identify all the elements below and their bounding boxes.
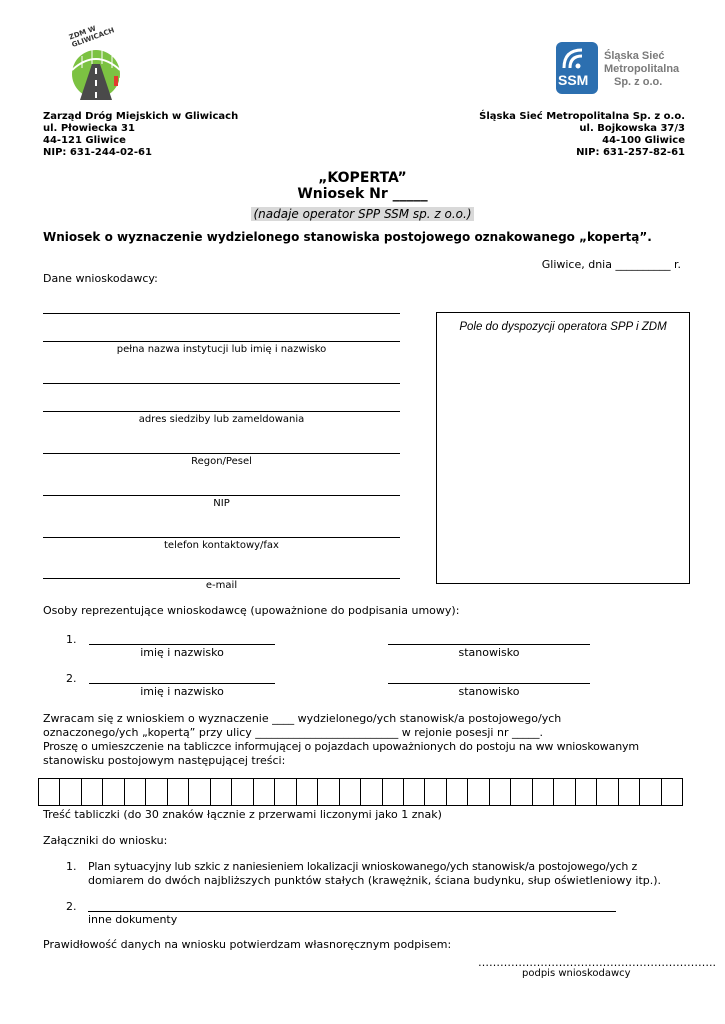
header-left-line-4: NIP: 631-244-02-61 [43, 147, 152, 158]
plate-char-cell[interactable] [232, 779, 253, 805]
plate-char-cell[interactable] [103, 779, 124, 805]
representative-2-position-caption: stanowisko [458, 685, 520, 698]
header-right-address [479, 111, 685, 159]
ssm-name-line-2: Metropolitalna [604, 63, 680, 75]
header-left-line-2: ul. Płowiecka 31 [43, 123, 135, 134]
applicant-address-line-2[interactable] [43, 411, 400, 412]
plate-char-cell[interactable] [533, 779, 554, 805]
plate-text-grid[interactable] [38, 778, 683, 806]
date-line: Gliwice, dnia __________ r. [541, 258, 681, 271]
header-right-line-2: ul. Bojkowska 37/3 [579, 123, 685, 134]
plate-char-cell[interactable] [554, 779, 575, 805]
plate-char-cell[interactable] [468, 779, 489, 805]
representative-num-1: 1. [66, 633, 77, 646]
header-left-address [43, 111, 238, 159]
ssm-logo-name [604, 50, 679, 89]
ssm-logo-text: SSM [558, 72, 589, 88]
title-note-wrapper [0, 203, 725, 222]
request-line-2: oznaczonego/ych „kopertą” przy ulicy __________________________ w rejonie posesji nr _____. [43, 726, 543, 739]
title-wniosek-nr: Wniosek Nr _____ [297, 186, 428, 202]
plate-char-cell[interactable] [82, 779, 103, 805]
caption-address: adres siedziby lub zameldowania [138, 414, 305, 425]
plate-char-cell[interactable] [39, 779, 60, 805]
caption-regon: Regon/Pesel [191, 456, 252, 467]
applicant-phone-line[interactable] [43, 537, 400, 538]
ssm-name-line-1: Śląska Sieć [604, 50, 665, 62]
attachment-num-2: 2. [66, 900, 77, 913]
operator-box-title: Pole do dyspozycji operatora SPP i ZDM [459, 321, 667, 333]
request-line-4: stanowisku postojowym następującej treści: [43, 754, 286, 767]
plate-char-cell[interactable] [318, 779, 339, 805]
request-paragraph [43, 712, 683, 768]
representative-2-position-line[interactable] [388, 683, 590, 684]
representative-num-2: 2. [66, 672, 77, 685]
representative-2-name-line[interactable] [89, 683, 275, 684]
caption-name: pełna nazwa instytucji lub imię i nazwisko [116, 344, 327, 355]
ssm-name-line-3: Sp. z o.o. [614, 76, 663, 88]
operator-box [436, 312, 690, 584]
plate-char-cell[interactable] [447, 779, 468, 805]
plate-char-cell[interactable] [662, 779, 682, 805]
plate-char-cell[interactable] [404, 779, 425, 805]
plate-char-cell[interactable] [168, 779, 189, 805]
applicant-name-line-2[interactable] [43, 341, 400, 342]
confirmation-text: Prawidłowość danych na wniosku potwierdzam własnoręcznym podpisem: [43, 938, 452, 951]
representative-1-position-caption: stanowisko [458, 646, 520, 659]
signature-line[interactable]: ……………………………………………………….. [478, 956, 716, 969]
plate-char-cell[interactable] [640, 779, 661, 805]
plate-char-cell[interactable] [125, 779, 146, 805]
attachment-num-1: 1. [66, 860, 77, 873]
attachment-item-1-line-1: Plan sytuacyjny lub szkic z naniesieniem lokalizacji wnioskowanego/ych stanowisk/a postojowego/ych z [88, 860, 638, 873]
plate-char-cell[interactable] [597, 779, 618, 805]
representative-1-name-line[interactable] [89, 644, 275, 645]
attachments-heading: Załączniki do wniosku: [43, 834, 168, 847]
header-left-line-1: Zarząd Dróg Miejskich w Gliwicach [43, 111, 239, 122]
subject: Wniosek o wyznaczenie wydzielonego stanowiska postojowego oznakowanego „kopertą”. [43, 230, 652, 244]
plate-char-cell[interactable] [146, 779, 167, 805]
plate-char-cell[interactable] [425, 779, 446, 805]
request-line-1: Zwracam się z wnioskiem o wyznaczenie ____ wydzielonego/ych stanowisk/a postojowego/ych [43, 712, 562, 725]
header-right-line-1: Śląska Sieć Metropolitalna Sp. z o.o. [479, 111, 685, 122]
attachment-item-2-caption: inne dokumenty [88, 913, 178, 926]
title-koperta: „KOPERTA” [318, 170, 407, 186]
applicant-nip-line[interactable] [43, 495, 400, 496]
applicant-name-line-1[interactable] [43, 313, 400, 314]
plate-char-cell[interactable] [511, 779, 532, 805]
header-left-line-3: 44-121 Gliwice [43, 135, 126, 146]
caption-nip: NIP [213, 498, 230, 509]
plate-char-cell[interactable] [383, 779, 404, 805]
representatives-heading: Osoby reprezentujące wnioskodawcę (upoważnione do podpisania umowy): [43, 604, 460, 617]
plate-char-cell[interactable] [619, 779, 640, 805]
signature-caption: podpis wnioskodawcy [522, 968, 631, 979]
plate-char-cell[interactable] [361, 779, 382, 805]
applicant-heading: Dane wnioskodawcy: [43, 272, 158, 285]
applicant-address-line-1[interactable] [43, 383, 400, 384]
plate-char-cell[interactable] [340, 779, 361, 805]
header-right-line-4: NIP: 631-257-82-61 [576, 147, 685, 158]
title-note: (nadaje operator SPP SSM sp. z o.o.) [253, 207, 472, 221]
wifi-icon [556, 42, 598, 72]
plate-char-cell[interactable] [490, 779, 511, 805]
representative-2-name-caption: imię i nazwisko [140, 685, 224, 698]
applicant-email-line[interactable] [43, 578, 400, 579]
attachment-item-1 [88, 860, 686, 888]
zdm-logo [62, 24, 140, 102]
plate-char-cell[interactable] [189, 779, 210, 805]
plate-char-cell[interactable] [254, 779, 275, 805]
plate-char-cell[interactable] [576, 779, 597, 805]
zdm-logo-text: ZDM W GLIWICACH [68, 24, 116, 50]
attachment-item-2-line[interactable] [88, 911, 616, 912]
attachment-item-1-line-2: domiarem do dwóch najbliższych punktów stałych (krawężnik, ściana budynku, słup oświetleniowy itp.). [88, 874, 662, 887]
caption-phone: telefon kontaktowy/fax [164, 540, 279, 551]
plate-char-cell[interactable] [275, 779, 296, 805]
applicant-regon-line[interactable] [43, 453, 400, 454]
plate-char-cell[interactable] [297, 779, 318, 805]
caption-email: e-mail [205, 580, 238, 591]
plate-char-cell[interactable] [60, 779, 81, 805]
request-line-3: Proszę o umieszczenie na tabliczce informującej o pojazdach upoważnionych do postoju na ww wnioskowanym [43, 740, 639, 753]
plate-note: Treść tabliczki (do 30 znaków łącznie z przerwami liczonymi jako 1 znak) [43, 808, 442, 821]
representative-1-name-caption: imię i nazwisko [140, 646, 224, 659]
representative-1-position-line[interactable] [388, 644, 590, 645]
header-right-line-3: 44-100 Gliwice [602, 135, 685, 146]
plate-char-cell[interactable] [211, 779, 232, 805]
